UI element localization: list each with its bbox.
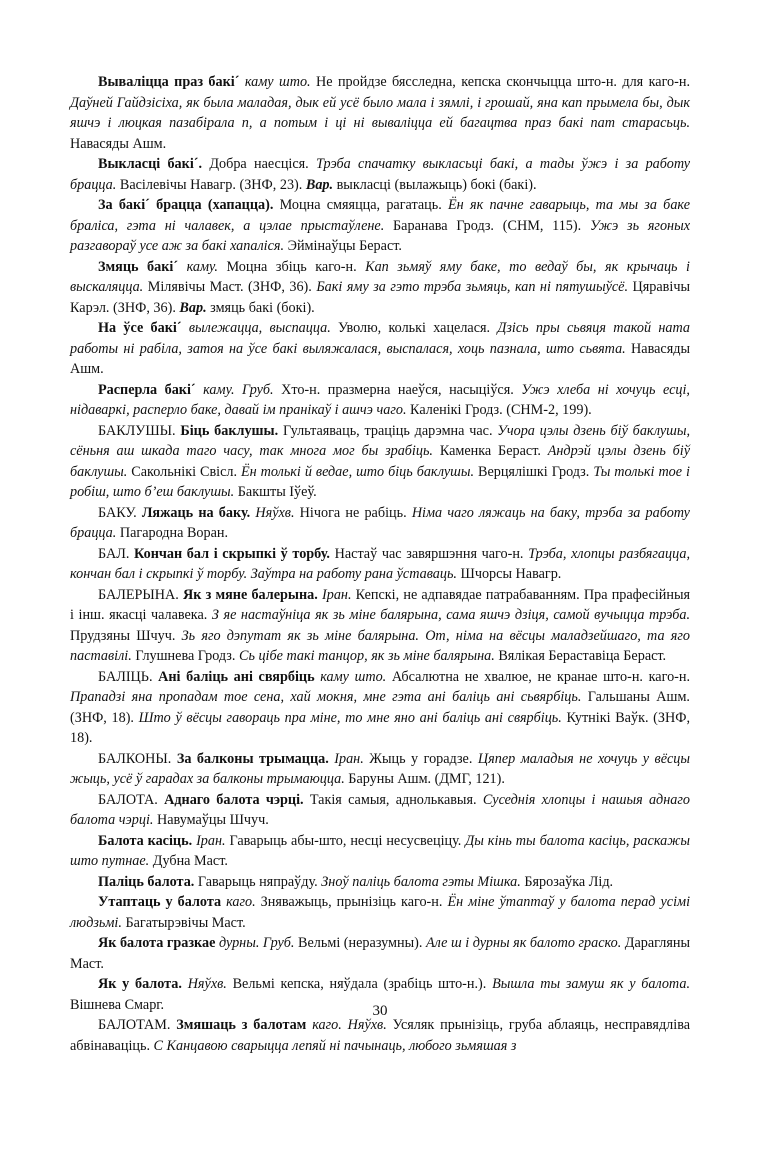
italic-text: Што ў вёсцы гавораць пра міне, то мне яно ані баліць ані свярбіць. — [138, 709, 562, 726]
body-text: Настаў час завяршэння чаго-н. — [329, 545, 529, 562]
body-text: Навасяды Ашм. — [70, 135, 167, 152]
body-text: Шчорсы Навагр. — [456, 566, 562, 582]
italic-text: Ты толькі тое і робіш, што б’еш баклушы. — [70, 463, 690, 500]
italic-text: Іран. — [322, 586, 352, 603]
body-text: Дубна Маст. — [149, 853, 228, 869]
italic-text: каму. Груб. — [203, 381, 274, 398]
body-text: Навасяды Ашм. — [70, 340, 690, 377]
entry-phrase: Аднаго балота чэрці. — [164, 791, 304, 808]
body-text: БАЛІЦЬ. — [98, 668, 159, 685]
italic-text: Бакі яму за гэто трэба зьмяць, кап ні пятушыўсё. — [316, 279, 629, 295]
italic-text: Німа чаго ляжаць на баку, трэба за работу брацца. — [70, 504, 690, 541]
entry-phrase: Як балота гразкае — [98, 935, 216, 951]
italic-text: Прападзі яна пропадам тое сена, хай мокня, мне гэта ані баліць ані сьвярбіць. — [70, 689, 582, 705]
body-text: Верцялішкі Гродз. — [474, 463, 594, 480]
body-text: Не пройдзе бясследна, кепска скончыцца што-н. для каго-н. — [310, 74, 690, 90]
body-text: Зняважыць, прынізіць каго-н. — [255, 894, 448, 910]
body-text: Вельмі кепска, няўдала (зрабіць што-н.). — [226, 976, 493, 992]
italic-text: каго. — [226, 894, 256, 910]
body-text: Васілевічы Навагр. (ЗНФ, 23). — [116, 176, 306, 193]
italic-text: Цяпер маладыя не хочуць у вёсцы жыць, усё ў гарадах за балконы трымаюцца. — [70, 750, 690, 787]
entry-phrase: Балота касіць. — [98, 832, 193, 849]
body-text: БАЛКОНЫ. — [98, 750, 177, 767]
body-text: Каменка Бераст. — [432, 443, 548, 459]
body-text: Жыць у горадзе. — [363, 750, 478, 767]
italic-text: З яе настаўніца як зь міне балярына, сама яшчэ дзіця, самой вучыцца трэба. — [211, 607, 690, 623]
variant-label: Вар. — [179, 299, 207, 316]
body-text: Бакшты Іўеў. — [234, 484, 317, 500]
italic-text: каму што. — [320, 668, 387, 685]
body-text: БАЛЕРЫНА. — [98, 586, 183, 603]
body-text: змяць бакі (бокі). — [206, 299, 315, 316]
body-text: выкласці (вылажыць) бокі (бакі). — [333, 176, 537, 193]
italic-text: Няўхв. — [255, 504, 295, 521]
body-text: Кепскі, не адпавядае патрабаванням. Пра прафесійныя і інш. якасці чалавека. — [70, 586, 691, 623]
entry-phrase: За бакі´ брацца (хапацца). — [98, 197, 274, 213]
dictionary-entry — [70, 380, 690, 421]
body-text: БАЛОТАМ. — [98, 1017, 177, 1033]
body-text: Вішнева Смарг. — [70, 996, 165, 1013]
dictionary-entry — [70, 154, 690, 195]
body-text: Баруны Ашм. (ДМГ, 121). — [344, 771, 505, 787]
dictionary-text — [70, 72, 690, 1056]
body-text: Вельмі (неразумны). — [294, 935, 426, 951]
entry-phrase: За балконы трымацца. — [176, 750, 329, 767]
body-text: Хто-н. празмерна наеўся, насыціўся. — [273, 381, 522, 398]
dictionary-entry — [70, 831, 690, 872]
italic-text: С Канцавою сварыцца лепяй ні пачынаць, любого зьмяшая з — [153, 1037, 517, 1054]
body-text: Мілявічы Маст. (ЗНФ, 36). — [143, 279, 317, 295]
body-text: Пагародна Воран. — [116, 525, 229, 541]
body-text: Глушнева Гродз. — [131, 648, 239, 664]
italic-text: дурны. Груб. — [218, 935, 295, 951]
entry-phrase: Змяшаць з балотам — [176, 1017, 307, 1033]
italic-text: Ён міне ўтаптаў у балота перад усімі людзьмі. — [70, 894, 691, 931]
entry-phrase: Паліць балота. — [98, 873, 195, 890]
italic-text: Кап зьмяў яму баке, то ведаў бы, як крычаць і выскаляцца. — [70, 258, 690, 295]
entry-phrase: Расперла бакі´ — [98, 381, 196, 398]
page-number: 30 — [372, 1003, 388, 1019]
italic-text: каго. Няўхв. — [312, 1017, 387, 1033]
italic-text: Андрэй цэлы дзень біў баклушы. — [70, 443, 690, 480]
dictionary-entry — [70, 257, 690, 319]
italic-text: Ужэ хлеба ні хочуць есці, нідаваркі, расперло баке, давай ім пранікаў і ашчэ чаго. — [70, 381, 690, 418]
body-text — [178, 259, 187, 275]
entry-phrase: На ўсе бакі´ — [98, 320, 182, 336]
body-text: Прудзяны Шчуч. — [70, 627, 182, 644]
italic-text: Ды кінь ты балота касіць, раскажы што путнае. — [70, 832, 690, 869]
italic-text: Іран. — [334, 750, 364, 767]
dictionary-entry — [70, 72, 690, 154]
body-text: Эймінаўцы Бераст. — [284, 238, 402, 254]
italic-text: Але ш і дурны як балото граско. — [425, 935, 622, 951]
italic-text: Трэба спачатку выкласьці бакі, а тады ўжэ і за работу брацца. — [70, 156, 691, 193]
italic-text: Вышла ты замуш як у балота. — [492, 976, 690, 992]
italic-text: Зноў паліць балота гэты Мішка. — [321, 873, 521, 890]
body-text: БАКЛУШЫ. — [98, 422, 181, 439]
dictionary-entry — [70, 667, 690, 749]
dictionary-entry — [70, 1015, 690, 1056]
body-text: Гаварыць абы-што, несці несусвецiцу. — [225, 832, 466, 849]
body-text: Дарагляны Маст. — [70, 935, 690, 972]
body-text: Нічога не рабіць. — [294, 504, 412, 521]
body-text: Бярозаўка Лід. — [520, 873, 614, 890]
dictionary-entry — [70, 749, 690, 790]
dictionary-entry — [70, 585, 690, 667]
italic-text: Трэба, хлопцы разбягацца, кончан бал і скрыпкі ў торбу. Заўтра на работу рана ўставаць. — [70, 545, 690, 582]
body-text: Вялікая Бераставіца Бераст. — [494, 648, 667, 664]
body-text: Моцна збіць каго-н. — [217, 258, 366, 275]
italic-text: вылежацца, выспацца. — [188, 320, 331, 336]
dictionary-entry — [70, 790, 690, 831]
body-text: Уволю, колькі хацелася. — [330, 320, 498, 336]
body-text: Гультаяваць, траціць дарэмна час. — [278, 422, 498, 439]
italic-text: Іран. — [196, 832, 226, 849]
body-text: Баранава Гродз. (СНМ, 115). — [384, 217, 590, 234]
dictionary-entry — [70, 503, 690, 544]
entry-phrase: Кончан бал і скрыпкі ў торбу. — [134, 545, 330, 562]
dictionary-entry — [70, 544, 690, 585]
body-text: Гаварыць няпраўду. — [194, 873, 322, 890]
body-text: Кутнікі Ваўк. (ЗНФ, 18). — [70, 709, 691, 746]
italic-text: каму што. — [244, 74, 311, 90]
entry-phrase: Ані баліць ані свярбіць — [158, 668, 315, 685]
dictionary-entry — [70, 421, 690, 503]
italic-text: Учора цэлы дзень біў баклушы, сёньня аш шкада таго часу, так многа мог бы зрабіць. — [70, 422, 690, 459]
body-text: Добра наесціся. — [202, 156, 317, 172]
entry-phrase: Ляжаць на баку. — [141, 504, 251, 521]
body-text: Гальшаны Ашм. (ЗНФ, 18). — [70, 689, 690, 726]
body-text: Абсалютна не хвалюе, не кранае што-н. каго-н. — [386, 668, 691, 685]
dictionary-entry — [70, 892, 690, 933]
body-text: БАЛ. — [98, 545, 135, 562]
variant-label: Вар. — [305, 176, 334, 193]
italic-text: Даўней Гайдзісіха, як была маладая, дык ей усё было мала і зямлі, і грошай, яна кап прымела бы, дык яшчэ і люцкая пазабірала п, а потым і ці ні вываліцца ей багацтва праз бакі пат старасьць. — [70, 94, 690, 131]
italic-text: Ужэ зь ягоных разгавораў усе аж за бакі хапаліся. — [70, 217, 690, 254]
body-text: Сакольнікі Свісл. — [127, 463, 241, 480]
dictionary-entry — [70, 872, 690, 893]
italic-text: Суседнія хлопцы і нашыя аднаго балота чэрці. — [70, 791, 690, 828]
italic-text: Дзісь пры сьвяця такой ната работы ні рабіла, затоя на ўсе бакі выляжалася, выспалася, хоць пазнала, што сьвята. — [70, 320, 690, 357]
dictionary-entry — [70, 318, 690, 380]
italic-text: Сь цібе такі танцор, як зь міне балярына. — [238, 648, 495, 664]
entry-phrase: Біць баклушы. — [180, 422, 279, 439]
body-text: Моцна смяяцца, рагатаць. — [273, 197, 449, 213]
body-text: БАКУ. — [98, 504, 142, 521]
italic-text: каму. — [186, 258, 218, 275]
italic-text: Няўхв. — [187, 976, 227, 992]
dictionary-entry — [70, 195, 690, 257]
entry-phrase: Выкласці бакі´. — [98, 156, 203, 172]
entry-phrase: Як з мяне балерына. — [182, 586, 318, 603]
dictionary-entry — [70, 933, 690, 974]
entry-phrase: Вываліцца праз бакі´ — [98, 74, 240, 90]
body-text: Каленікі Гродз. (СНМ-2, 199). — [406, 402, 592, 418]
italic-text: Зь яго дэпутат як зь міне балярына. От, німа на вёсцы маладзейшаго, та яго паставілі. — [70, 627, 690, 664]
body-text: Навумаўцы Шчуч. — [153, 812, 269, 828]
entry-phrase: Утаптаць у балота — [98, 894, 222, 910]
italic-text: Ён толькі й ведае, што біць баклушы. — [241, 463, 475, 480]
body-text: Багатырэвічы Маст. — [121, 914, 246, 931]
body-text: Такія самыя, аднолькавыя. — [303, 791, 483, 808]
body-text: Усяляк прынізіць, груба аблаяць, несправядліва абвінаваціць. — [70, 1017, 691, 1054]
body-text — [182, 320, 189, 336]
entry-phrase: Як у балота. — [98, 976, 182, 992]
body-text: БАЛОТА. — [98, 791, 165, 808]
italic-text: Ён як пачне гаварыць, та мы за баке браліса, гэта ні чалавек, а цэлае прыстаўлене. — [70, 197, 690, 234]
entry-phrase: Змяць бакі´ — [98, 258, 179, 275]
body-text: Цяравічы Карэл. (ЗНФ, 36). — [70, 279, 690, 316]
